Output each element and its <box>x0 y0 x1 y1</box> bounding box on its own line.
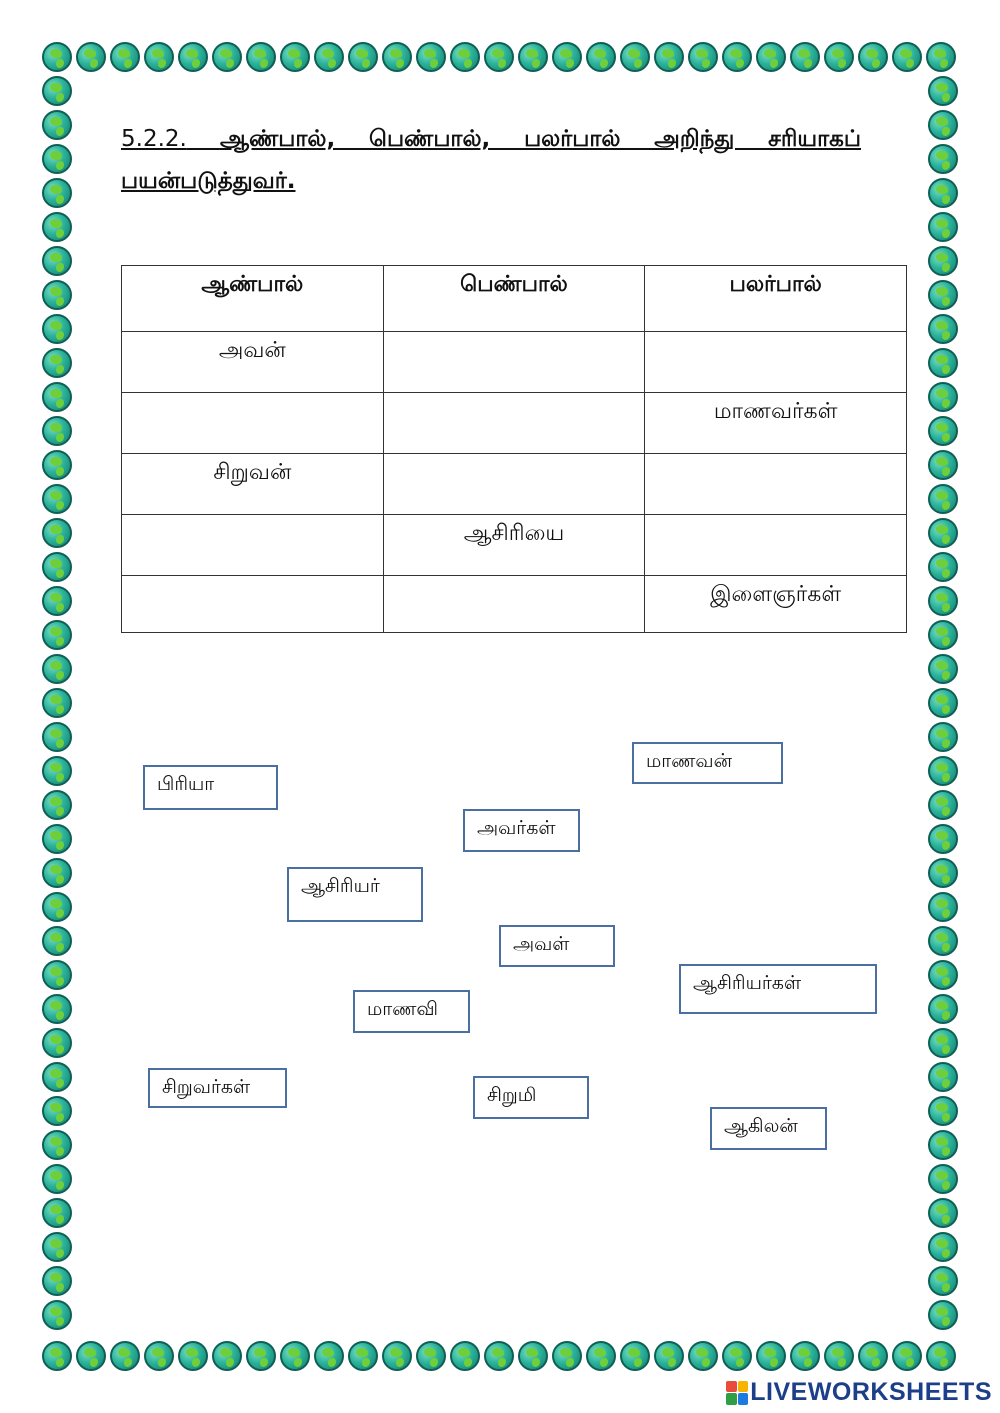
globe-icon <box>348 42 378 72</box>
liveworksheets-logo <box>726 1378 992 1407</box>
sorting-table <box>121 265 907 633</box>
globe-icon <box>928 110 958 140</box>
globe-icon <box>144 1341 174 1371</box>
border-left <box>40 74 74 1332</box>
globe-icon <box>928 994 958 1024</box>
header-feminine: பெண்பால் <box>383 266 645 332</box>
globe-icon <box>688 1341 718 1371</box>
globe-icon <box>928 450 958 480</box>
globe-icon <box>484 42 514 72</box>
section-title: ஆண்பால், பெண்பால், பலர்பால் அறிந்து சரியாகப் பயன்படுத்துவர். <box>121 126 861 194</box>
globe-icon <box>42 280 72 310</box>
globe-icon <box>42 1266 72 1296</box>
table-cell[interactable]: சிறுவன் <box>122 454 384 515</box>
table-row <box>122 515 907 576</box>
globe-icon <box>928 348 958 378</box>
word-chip-piriya[interactable]: பிரியா <box>143 765 278 810</box>
logo-mark-icon <box>726 1381 748 1405</box>
globe-icon <box>42 144 72 174</box>
globe-icon <box>928 858 958 888</box>
table-cell[interactable] <box>122 515 384 576</box>
word-chip-maanavi[interactable]: மாணவி <box>353 990 470 1033</box>
globe-icon <box>42 1300 72 1330</box>
word-chip-aval[interactable]: அவள் <box>499 925 615 967</box>
globe-icon <box>858 42 888 72</box>
table-cell[interactable] <box>122 393 384 454</box>
table-cell[interactable]: இளைஞர்கள் <box>645 576 907 633</box>
globe-icon <box>42 1198 72 1228</box>
border-top <box>40 40 958 74</box>
globe-icon <box>928 926 958 956</box>
globe-icon <box>790 42 820 72</box>
globe-icon <box>928 246 958 276</box>
globe-icon <box>586 42 616 72</box>
header-plural: பலர்பால் <box>645 266 907 332</box>
globe-icon <box>928 484 958 514</box>
globe-icon <box>858 1341 888 1371</box>
table-row <box>122 332 907 393</box>
globe-icon <box>928 416 958 446</box>
globe-icon <box>928 212 958 242</box>
globe-icon <box>42 756 72 786</box>
globe-icon <box>382 42 412 72</box>
globe-icon <box>928 790 958 820</box>
table-cell[interactable] <box>645 332 907 393</box>
globe-icon <box>42 484 72 514</box>
word-chip-aakilan[interactable]: ஆகிலன் <box>710 1107 827 1150</box>
globe-icon <box>926 1341 956 1371</box>
globe-icon <box>42 178 72 208</box>
table-cell[interactable]: மாணவர்கள் <box>645 393 907 454</box>
globe-icon <box>110 42 140 72</box>
globe-icon <box>928 1096 958 1126</box>
globe-icon <box>654 1341 684 1371</box>
table-cell[interactable] <box>645 454 907 515</box>
globe-icon <box>928 1232 958 1262</box>
table-cell[interactable] <box>383 454 645 515</box>
table-cell[interactable] <box>383 332 645 393</box>
globe-icon <box>76 1341 106 1371</box>
globe-icon <box>928 756 958 786</box>
globe-icon <box>928 552 958 582</box>
globe-icon <box>928 892 958 922</box>
border-bottom <box>40 1339 958 1373</box>
page-title <box>121 118 861 202</box>
table-row <box>122 576 907 633</box>
globe-icon <box>42 722 72 752</box>
globe-icon <box>42 1341 72 1371</box>
globe-icon <box>144 42 174 72</box>
table-row <box>122 393 907 454</box>
globe-icon <box>928 1198 958 1228</box>
globe-icon <box>42 246 72 276</box>
globe-icon <box>688 42 718 72</box>
globe-icon <box>518 1341 548 1371</box>
globe-icon <box>928 586 958 616</box>
globe-icon <box>928 824 958 854</box>
border-right <box>926 74 960 1332</box>
globe-icon <box>756 42 786 72</box>
globe-icon <box>484 1341 514 1371</box>
globe-icon <box>620 1341 650 1371</box>
globe-icon <box>348 1341 378 1371</box>
globe-icon <box>42 42 72 72</box>
globe-icon <box>212 42 242 72</box>
globe-icon <box>42 348 72 378</box>
table-cell[interactable] <box>122 576 384 633</box>
globe-icon <box>928 144 958 174</box>
globe-icon <box>722 1341 752 1371</box>
globe-icon <box>42 1028 72 1058</box>
globe-icon <box>928 960 958 990</box>
globe-icon <box>42 858 72 888</box>
globe-icon <box>552 1341 582 1371</box>
globe-icon <box>212 1341 242 1371</box>
globe-icon <box>246 1341 276 1371</box>
globe-icon <box>42 518 72 548</box>
globe-icon <box>824 1341 854 1371</box>
globe-icon <box>42 416 72 446</box>
globe-icon <box>178 42 208 72</box>
globe-icon <box>790 1341 820 1371</box>
globe-icon <box>928 1164 958 1194</box>
globe-icon <box>756 1341 786 1371</box>
globe-icon <box>314 42 344 72</box>
table-cell[interactable]: ஆசிரியை <box>383 515 645 576</box>
globe-icon <box>928 654 958 684</box>
globe-icon <box>314 1341 344 1371</box>
globe-icon <box>928 76 958 106</box>
globe-icon <box>722 42 752 72</box>
globe-icon <box>42 110 72 140</box>
brand-name: LIVEWORKSHEETS <box>750 1378 992 1406</box>
section-number: 5.2.2. <box>121 126 187 152</box>
globe-icon <box>42 1130 72 1160</box>
globe-icon <box>280 1341 310 1371</box>
word-chip-maanavan[interactable]: மாணவன் <box>632 742 783 784</box>
globe-icon <box>416 1341 446 1371</box>
globe-icon <box>518 42 548 72</box>
globe-icon <box>450 42 480 72</box>
globe-icon <box>280 42 310 72</box>
globe-icon <box>42 382 72 412</box>
table-cell[interactable] <box>383 576 645 633</box>
globe-icon <box>42 926 72 956</box>
globe-icon <box>928 314 958 344</box>
table-cell[interactable]: அவன் <box>122 332 384 393</box>
globe-icon <box>654 42 684 72</box>
word-chip-avargal[interactable]: அவர்கள் <box>463 809 580 852</box>
word-chip-aasiriyargal[interactable]: ஆசிரியர்கள் <box>679 964 877 1014</box>
globe-icon <box>42 654 72 684</box>
globe-icon <box>42 960 72 990</box>
globe-icon <box>42 314 72 344</box>
table-cell[interactable] <box>383 393 645 454</box>
word-chip-aasiriyar[interactable]: ஆசிரியர் <box>287 867 423 922</box>
globe-icon <box>42 586 72 616</box>
globe-icon <box>42 1232 72 1262</box>
globe-icon <box>42 824 72 854</box>
globe-icon <box>824 42 854 72</box>
globe-icon <box>42 1164 72 1194</box>
globe-icon <box>42 688 72 718</box>
table-header-row <box>122 266 907 332</box>
globe-icon <box>928 1130 958 1160</box>
table-cell[interactable] <box>645 515 907 576</box>
globe-icon <box>928 688 958 718</box>
globe-icon <box>178 1341 208 1371</box>
globe-icon <box>42 790 72 820</box>
globe-icon <box>928 1062 958 1092</box>
globe-icon <box>926 42 956 72</box>
globe-icon <box>246 42 276 72</box>
globe-icon <box>928 280 958 310</box>
globe-icon <box>892 42 922 72</box>
globe-icon <box>42 892 72 922</box>
globe-icon <box>928 1028 958 1058</box>
globe-icon <box>892 1341 922 1371</box>
globe-icon <box>42 76 72 106</box>
globe-icon <box>42 1096 72 1126</box>
globe-icon <box>552 42 582 72</box>
globe-icon <box>928 518 958 548</box>
globe-icon <box>450 1341 480 1371</box>
globe-icon <box>110 1341 140 1371</box>
globe-icon <box>620 42 650 72</box>
globe-icon <box>42 552 72 582</box>
globe-icon <box>42 994 72 1024</box>
globe-icon <box>42 212 72 242</box>
globe-icon <box>928 1266 958 1296</box>
globe-icon <box>42 450 72 480</box>
table-row <box>122 454 907 515</box>
globe-icon <box>382 1341 412 1371</box>
word-chip-sirumi[interactable]: சிறுமி <box>473 1076 589 1119</box>
word-chip-siruvargal[interactable]: சிறுவர்கள் <box>148 1068 287 1108</box>
globe-icon <box>928 620 958 650</box>
globe-icon <box>928 382 958 412</box>
globe-icon <box>76 42 106 72</box>
globe-icon <box>928 722 958 752</box>
globe-icon <box>416 42 446 72</box>
header-masculine: ஆண்பால் <box>122 266 384 332</box>
globe-icon <box>586 1341 616 1371</box>
globe-icon <box>42 620 72 650</box>
globe-icon <box>928 178 958 208</box>
globe-icon <box>928 1300 958 1330</box>
globe-icon <box>42 1062 72 1092</box>
